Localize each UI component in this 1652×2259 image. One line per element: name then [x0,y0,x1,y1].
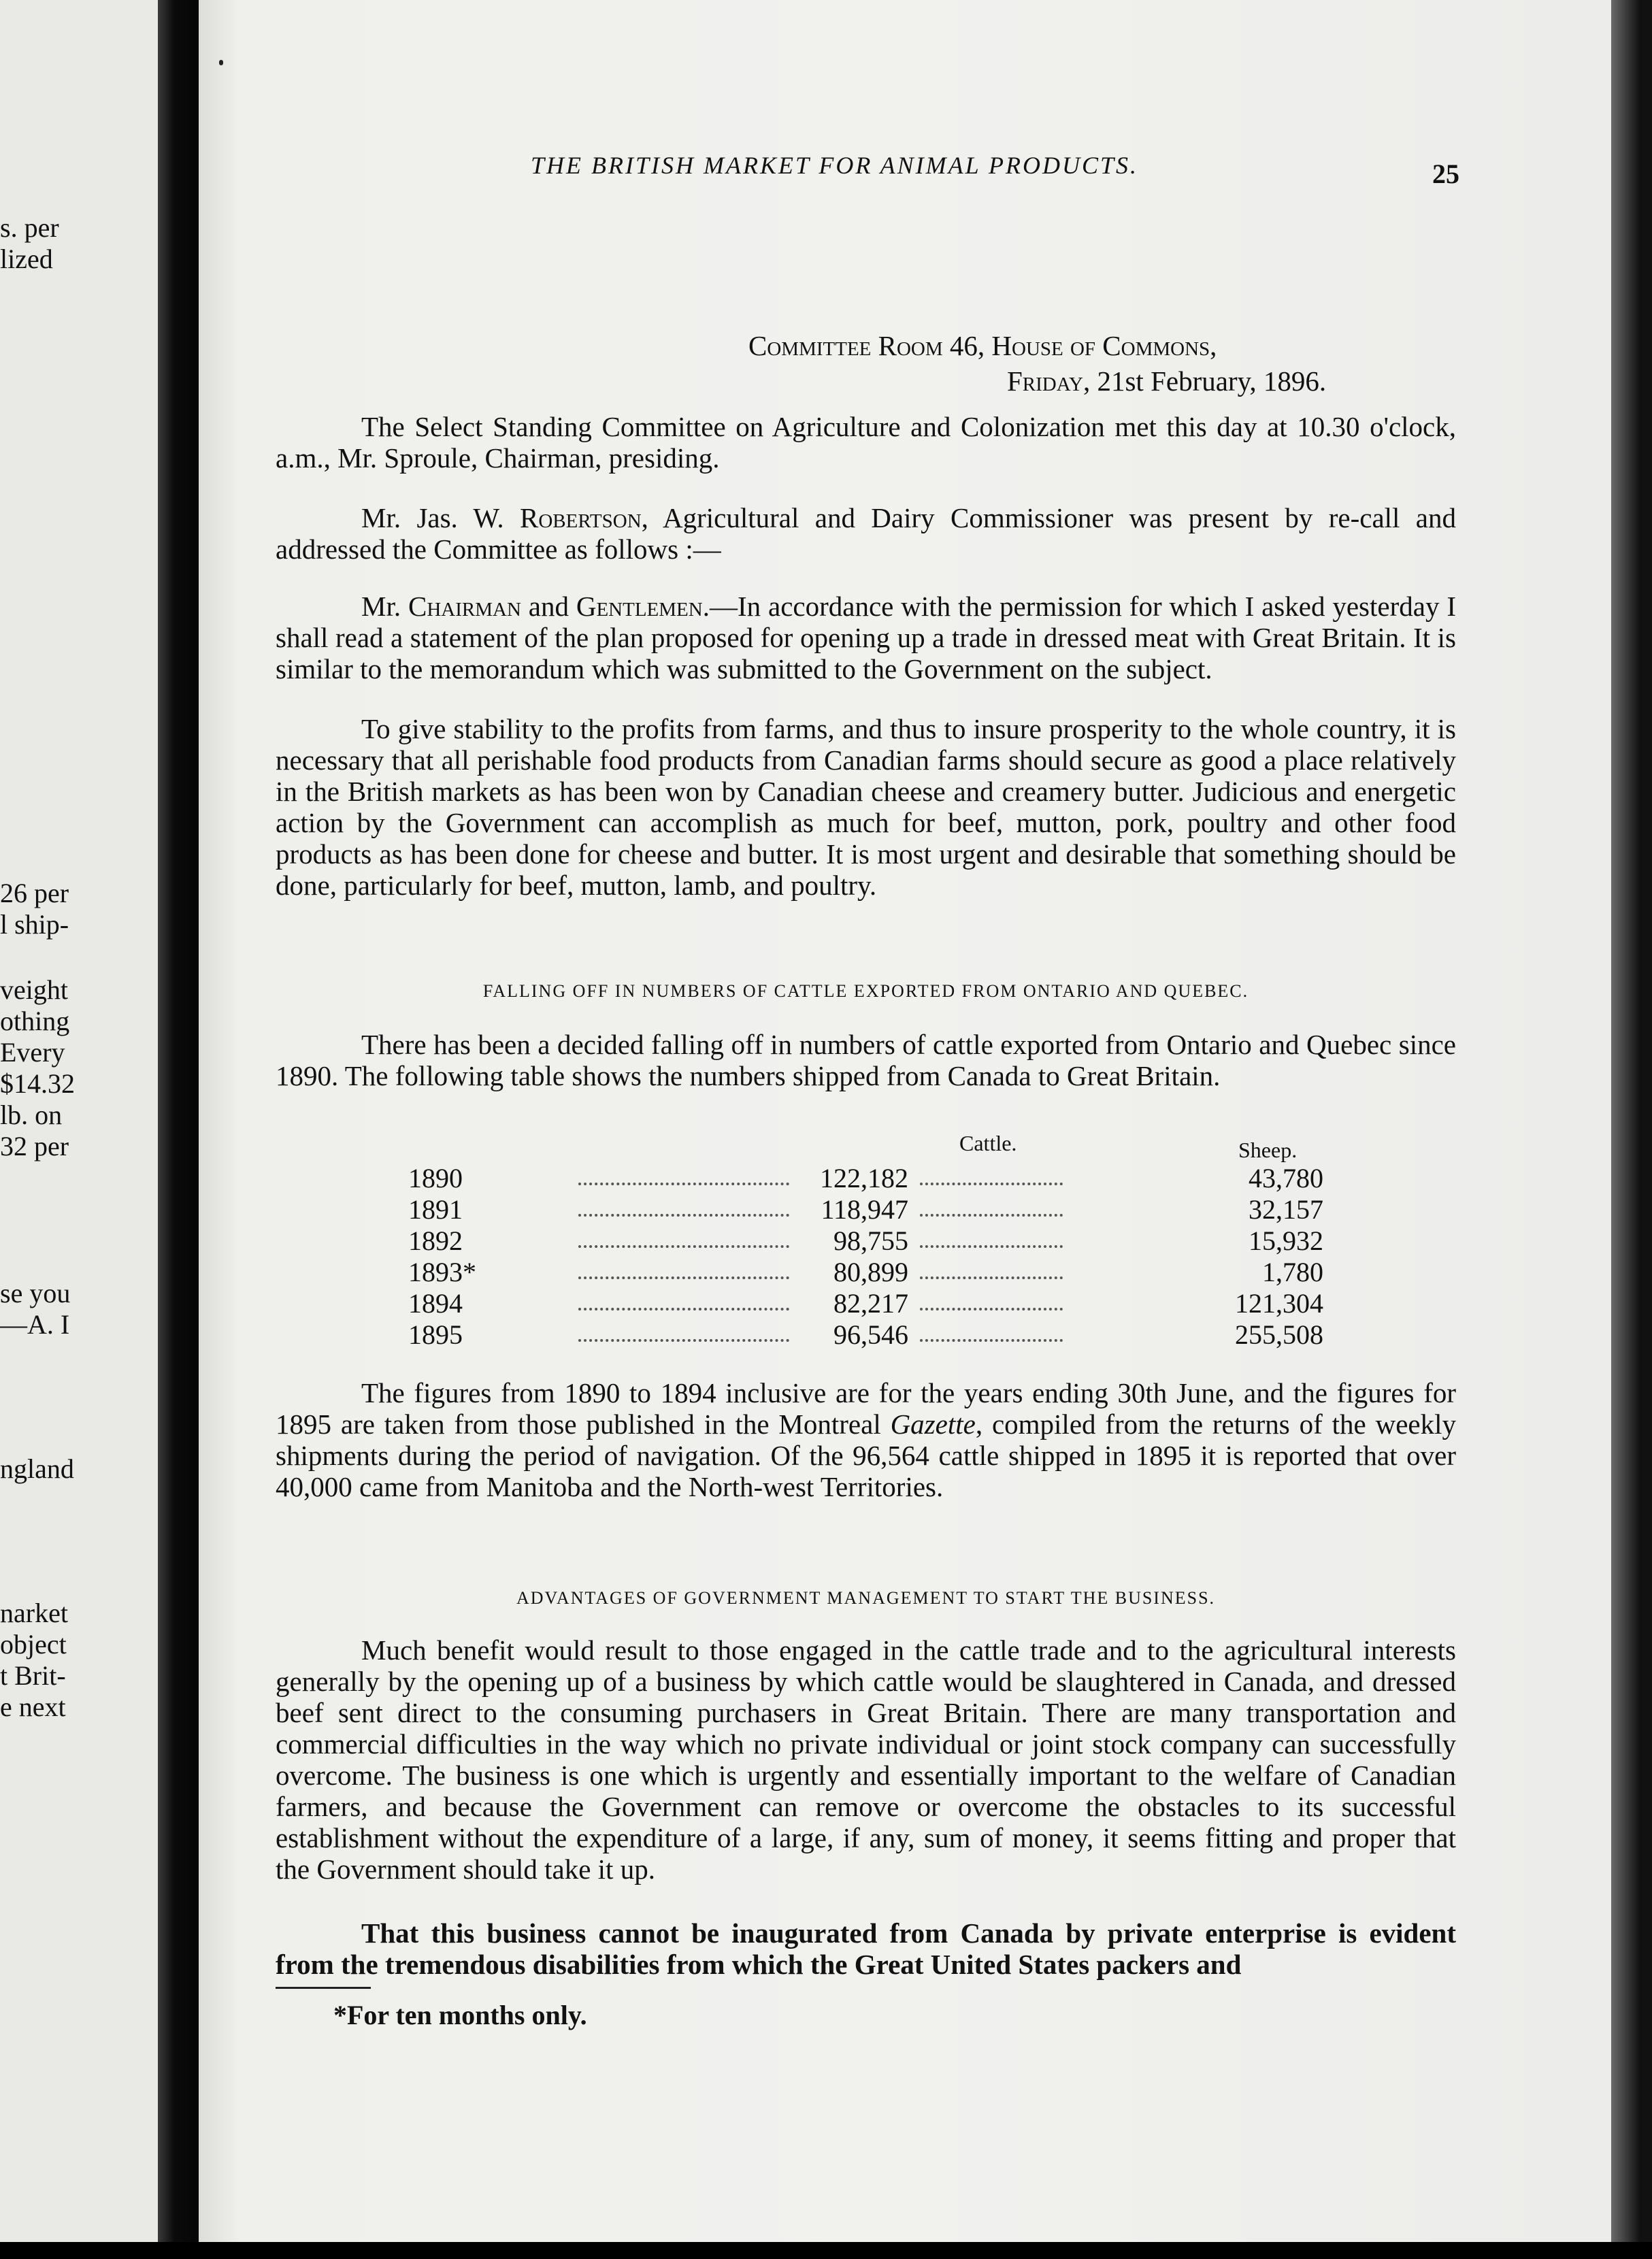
dateline-date [1007,365,1326,397]
speaker-name: Robertson [519,502,642,533]
left-fragment: 26 per [0,878,69,908]
dot-leader [920,1287,1063,1310]
page-edge-shadow [1611,0,1652,2259]
intro-paragraph [276,502,1456,565]
sheep-cell: 255,508 [1235,1319,1323,1350]
section-paragraph: That this business cannot be inaugurated from Canada by private enterprise is evident from the tremendous disabilities from which the Great United States packers and [276,1917,1456,1980]
left-fragment: e next [0,1692,66,1722]
footnote: *For ten months only. [333,2000,587,2030]
cattle-cell: 98,755 [833,1225,908,1256]
year-cell: 1891 [408,1194,463,1225]
text-run: Mr. Jas. W. [361,502,520,533]
left-fragment: ngland [0,1453,74,1484]
sheep-cell: 121,304 [1235,1288,1323,1319]
left-fragment: 32 per [0,1131,69,1161]
text-run: , compiled from the returns of the weekly shipments during the period of navigation. Of the 96,564 cattle shipped in 1895 it is reported that over 40,000 came from Manitoba and the North-west Territories. [276,1408,1456,1502]
dot-leader [578,1162,789,1185]
left-fragment: s. per [0,212,59,243]
table-row [408,1287,1323,1319]
address-chairman: Chairman [408,591,521,622]
text-run: and [521,591,576,622]
left-fragment: othing [0,1006,70,1036]
cattle-cell: 118,947 [821,1194,908,1225]
sheep-cell: 15,932 [1249,1225,1323,1256]
section-paragraph: There has been a decided falling off in numbers of cattle exported from Ontario and Quebec since 1890. The following table shows the numbers shipped from Canada to Great Britain. [276,1029,1456,1091]
cattle-cell: 96,546 [833,1319,908,1350]
speech-paragraph: To give stability to the profits from farms, and thus to insure prosperity to the whole country, it is necessary that all perishable food products from Canadian farms should secure as good a place relatively in the British markets as has been won by Canadian cheese and creamery butter. Judicious and energetic action by the Government can accomplish as much for beef, mutton, pork, poultry and other food products as has been done for cheese and butter. It is most urgent and desirable that something should be done, particularly for beef, mutton, lamb, and poultry. [276,713,1456,901]
table-row [408,1162,1323,1193]
footnote-rule [276,1987,371,1989]
text-run: The figures from 1890 to 1894 inclusive are for the years ending 30th June, and the figures for 1895 are taken from those published in the Montreal [276,1377,1456,1440]
left-fragment: object [0,1629,67,1660]
dot-leader [578,1287,789,1310]
column-header-sheep: Sheep. [1238,1138,1298,1162]
cattle-cell: 122,182 [820,1163,908,1193]
newspaper-title: Gazette [890,1408,976,1440]
address-gentlemen: Gentlemen [576,591,703,622]
sheep-cell: 43,780 [1249,1163,1323,1193]
facing-page-left [0,0,158,2242]
table-row [408,1319,1323,1350]
dot-leader [920,1193,1063,1217]
year-cell: 1892 [408,1225,463,1256]
year-cell: 1895 [408,1319,463,1350]
left-fragment: lb. on [0,1100,63,1130]
speech-paragraph [276,591,1456,685]
running-title: THE BRITISH MARKET FOR ANIMAL PRODUCTS. [531,152,1139,179]
dot-leader [920,1319,1063,1342]
table-row [408,1225,1323,1256]
cattle-cell: 82,217 [833,1288,908,1319]
dateline-day: Friday [1007,365,1083,397]
left-fragment: veight [0,974,68,1005]
left-fragment: $14.32 [0,1068,75,1099]
dot-leader [578,1225,789,1248]
year-cell: 1893* [408,1257,476,1287]
table-row [408,1256,1323,1287]
dot-leader [578,1256,789,1279]
text-run: , Agricultural and Dairy Commissioner was present by re-call and addressed the Committee as follows :— [276,502,1457,565]
dot-leader [920,1225,1063,1248]
page-number: 25 [1432,159,1459,189]
scan-border-bottom [0,2242,1652,2259]
dot-leader [578,1193,789,1217]
left-fragment: narket [0,1598,68,1628]
section-paragraph [276,1377,1456,1502]
left-fragment: lized [0,244,53,274]
dot-leader [920,1162,1063,1185]
section-heading: FALLING OFF IN NUMBERS OF CATTLE EXPORTED FROM ONTARIO AND QUEBEC. [482,981,1249,1001]
dot-leader [920,1256,1063,1279]
left-fragment: Every [0,1037,65,1068]
intro-paragraph: The Select Standing Committee on Agriculture and Colonization met this day at 10.30 o'clock, a.m., Mr. Sproule, Chairman, presiding. [276,411,1456,474]
text-run: Mr. [361,591,408,622]
sheep-cell: 32,157 [1249,1194,1323,1225]
text-run: .—In accordance with the permission for which I asked yesterday I shall read a statement of the plan proposed for opening up a trade in dressed meat with Great Britain. It is similar to the memorandum which was submitted to the Government on the subject. [276,591,1456,685]
dateline-date-text: , 21st February, 1896. [1083,365,1327,397]
left-fragment: t Brit- [0,1660,66,1691]
sheep-cell: 1,780 [1262,1257,1323,1287]
section-paragraph: Much benefit would result to those engaged in the cattle trade and to the agricultural interests generally by the opening up of a business by which cattle would be slaughtered in Canada, and dressed beef sent direct to the consuming purchasers in Great Britain. There are many transportation and commercial difficulties in the way which no private individual or joint stock company can successfully overcome. The business is one which is urgently and essentially important to the welfare of Canadian farmers, and because the Government can remove or overcome the obstacles to its successful establishment without the expenditure of a large, if any, sum of money, it seems fitting and proper that the Government should take it up. [276,1634,1456,1885]
left-fragment: l ship- [0,909,69,940]
dateline-location: Committee Room 46, House of Commons, [748,330,1217,361]
table-row [408,1193,1323,1225]
binding-gutter [158,0,199,2259]
dot-leader [578,1319,789,1342]
year-cell: 1890 [408,1163,463,1193]
ink-speck [219,60,223,65]
column-header-cattle: Cattle. [959,1131,1017,1155]
left-fragment: se you [0,1278,71,1308]
section-heading: ADVANTAGES OF GOVERNMENT MANAGEMENT TO START THE BUSINESS. [516,1588,1216,1608]
year-cell: 1894 [408,1288,463,1319]
cattle-cell: 80,899 [833,1257,908,1287]
left-fragment: —A. I [0,1309,70,1340]
